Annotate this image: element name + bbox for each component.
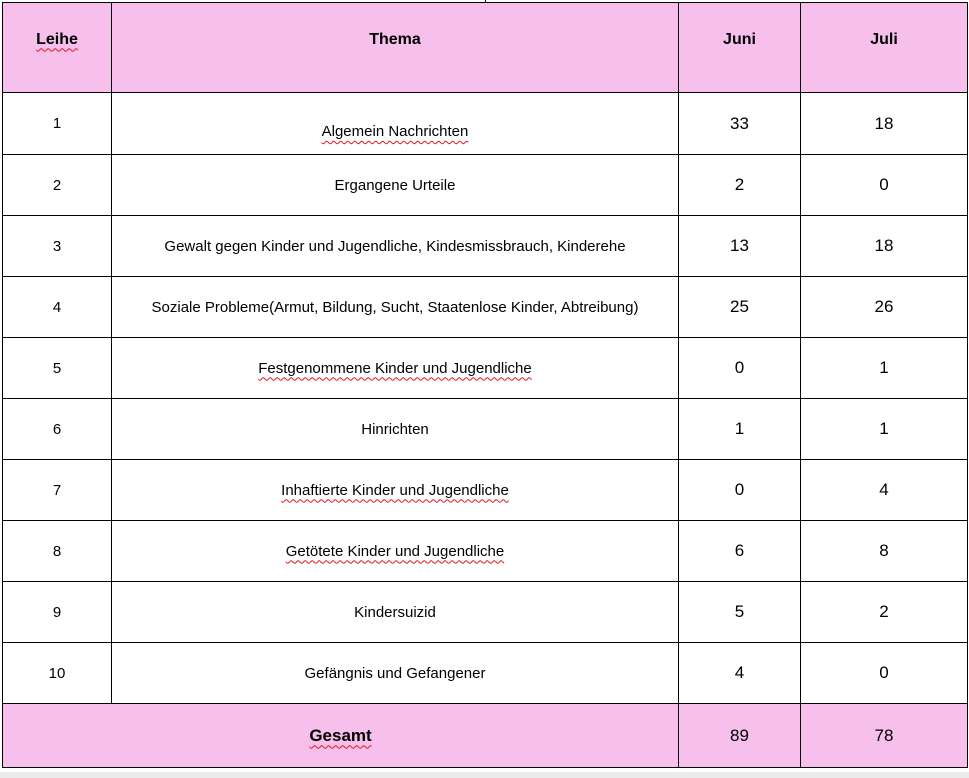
july-cell: 0 [801,643,968,704]
table-row [3,155,968,216]
header-june: Juni [679,3,801,93]
july-cell: 8 [801,521,968,582]
rank-cell: 5 [3,338,112,399]
rank-cell: 9 [3,582,112,643]
total-row [3,704,968,768]
june-cell: 33 [679,93,801,155]
statistics-table [2,2,968,768]
rank-cell: 1 [3,93,112,155]
rank-cell: 10 [3,643,112,704]
topic-cell: Gefängnis und Gefangener [112,643,679,704]
topic-cell: Inhaftierte Kinder und Jugendliche [112,460,679,521]
rank-cell: 2 [3,155,112,216]
total-june: 89 [679,704,801,768]
rank-cell: 8 [3,521,112,582]
june-cell: 0 [679,338,801,399]
header-rank: Leihe [3,3,112,93]
june-cell: 0 [679,460,801,521]
total-label: Gesamt [3,704,679,768]
july-cell: 4 [801,460,968,521]
june-cell: 13 [679,216,801,277]
june-cell: 1 [679,399,801,460]
table-row [3,216,968,277]
topic-cell: Gewalt gegen Kinder und Jugendliche, Kindesmissbrauch, Kinderehe [112,216,679,277]
topic-cell: Soziale Probleme(Armut, Bildung, Sucht, Staatenlose Kinder, Abtreibung) [112,277,679,338]
table-row [3,399,968,460]
header-july: Juli [801,3,968,93]
topic-cell: Hinrichten [112,399,679,460]
july-cell: 18 [801,93,968,155]
rank-cell: 3 [3,216,112,277]
total-july: 78 [801,704,968,768]
header-row [3,3,968,93]
topic-cell: Algemein Nachrichten [112,93,679,155]
july-cell: 1 [801,399,968,460]
rank-cell: 4 [3,277,112,338]
table-row [3,338,968,399]
rank-cell: 7 [3,460,112,521]
table-row [3,93,968,155]
july-cell: 1 [801,338,968,399]
july-cell: 18 [801,216,968,277]
topic-cell: Festgenommene Kinder und Jugendliche [112,338,679,399]
june-cell: 6 [679,521,801,582]
table-row [3,582,968,643]
table-row [3,643,968,704]
table-row [3,460,968,521]
june-cell: 5 [679,582,801,643]
june-cell: 2 [679,155,801,216]
july-cell: 2 [801,582,968,643]
header-topic: Thema [112,3,679,93]
table-row [3,521,968,582]
rank-cell: 6 [3,399,112,460]
topic-cell: Getötete Kinder und Jugendliche [112,521,679,582]
june-cell: 4 [679,643,801,704]
page-bottom-edge [0,772,969,778]
june-cell: 25 [679,277,801,338]
table-row [3,277,968,338]
topic-cell: Ergangene Urteile [112,155,679,216]
july-cell: 26 [801,277,968,338]
july-cell: 0 [801,155,968,216]
topic-cell: Kindersuizid [112,582,679,643]
